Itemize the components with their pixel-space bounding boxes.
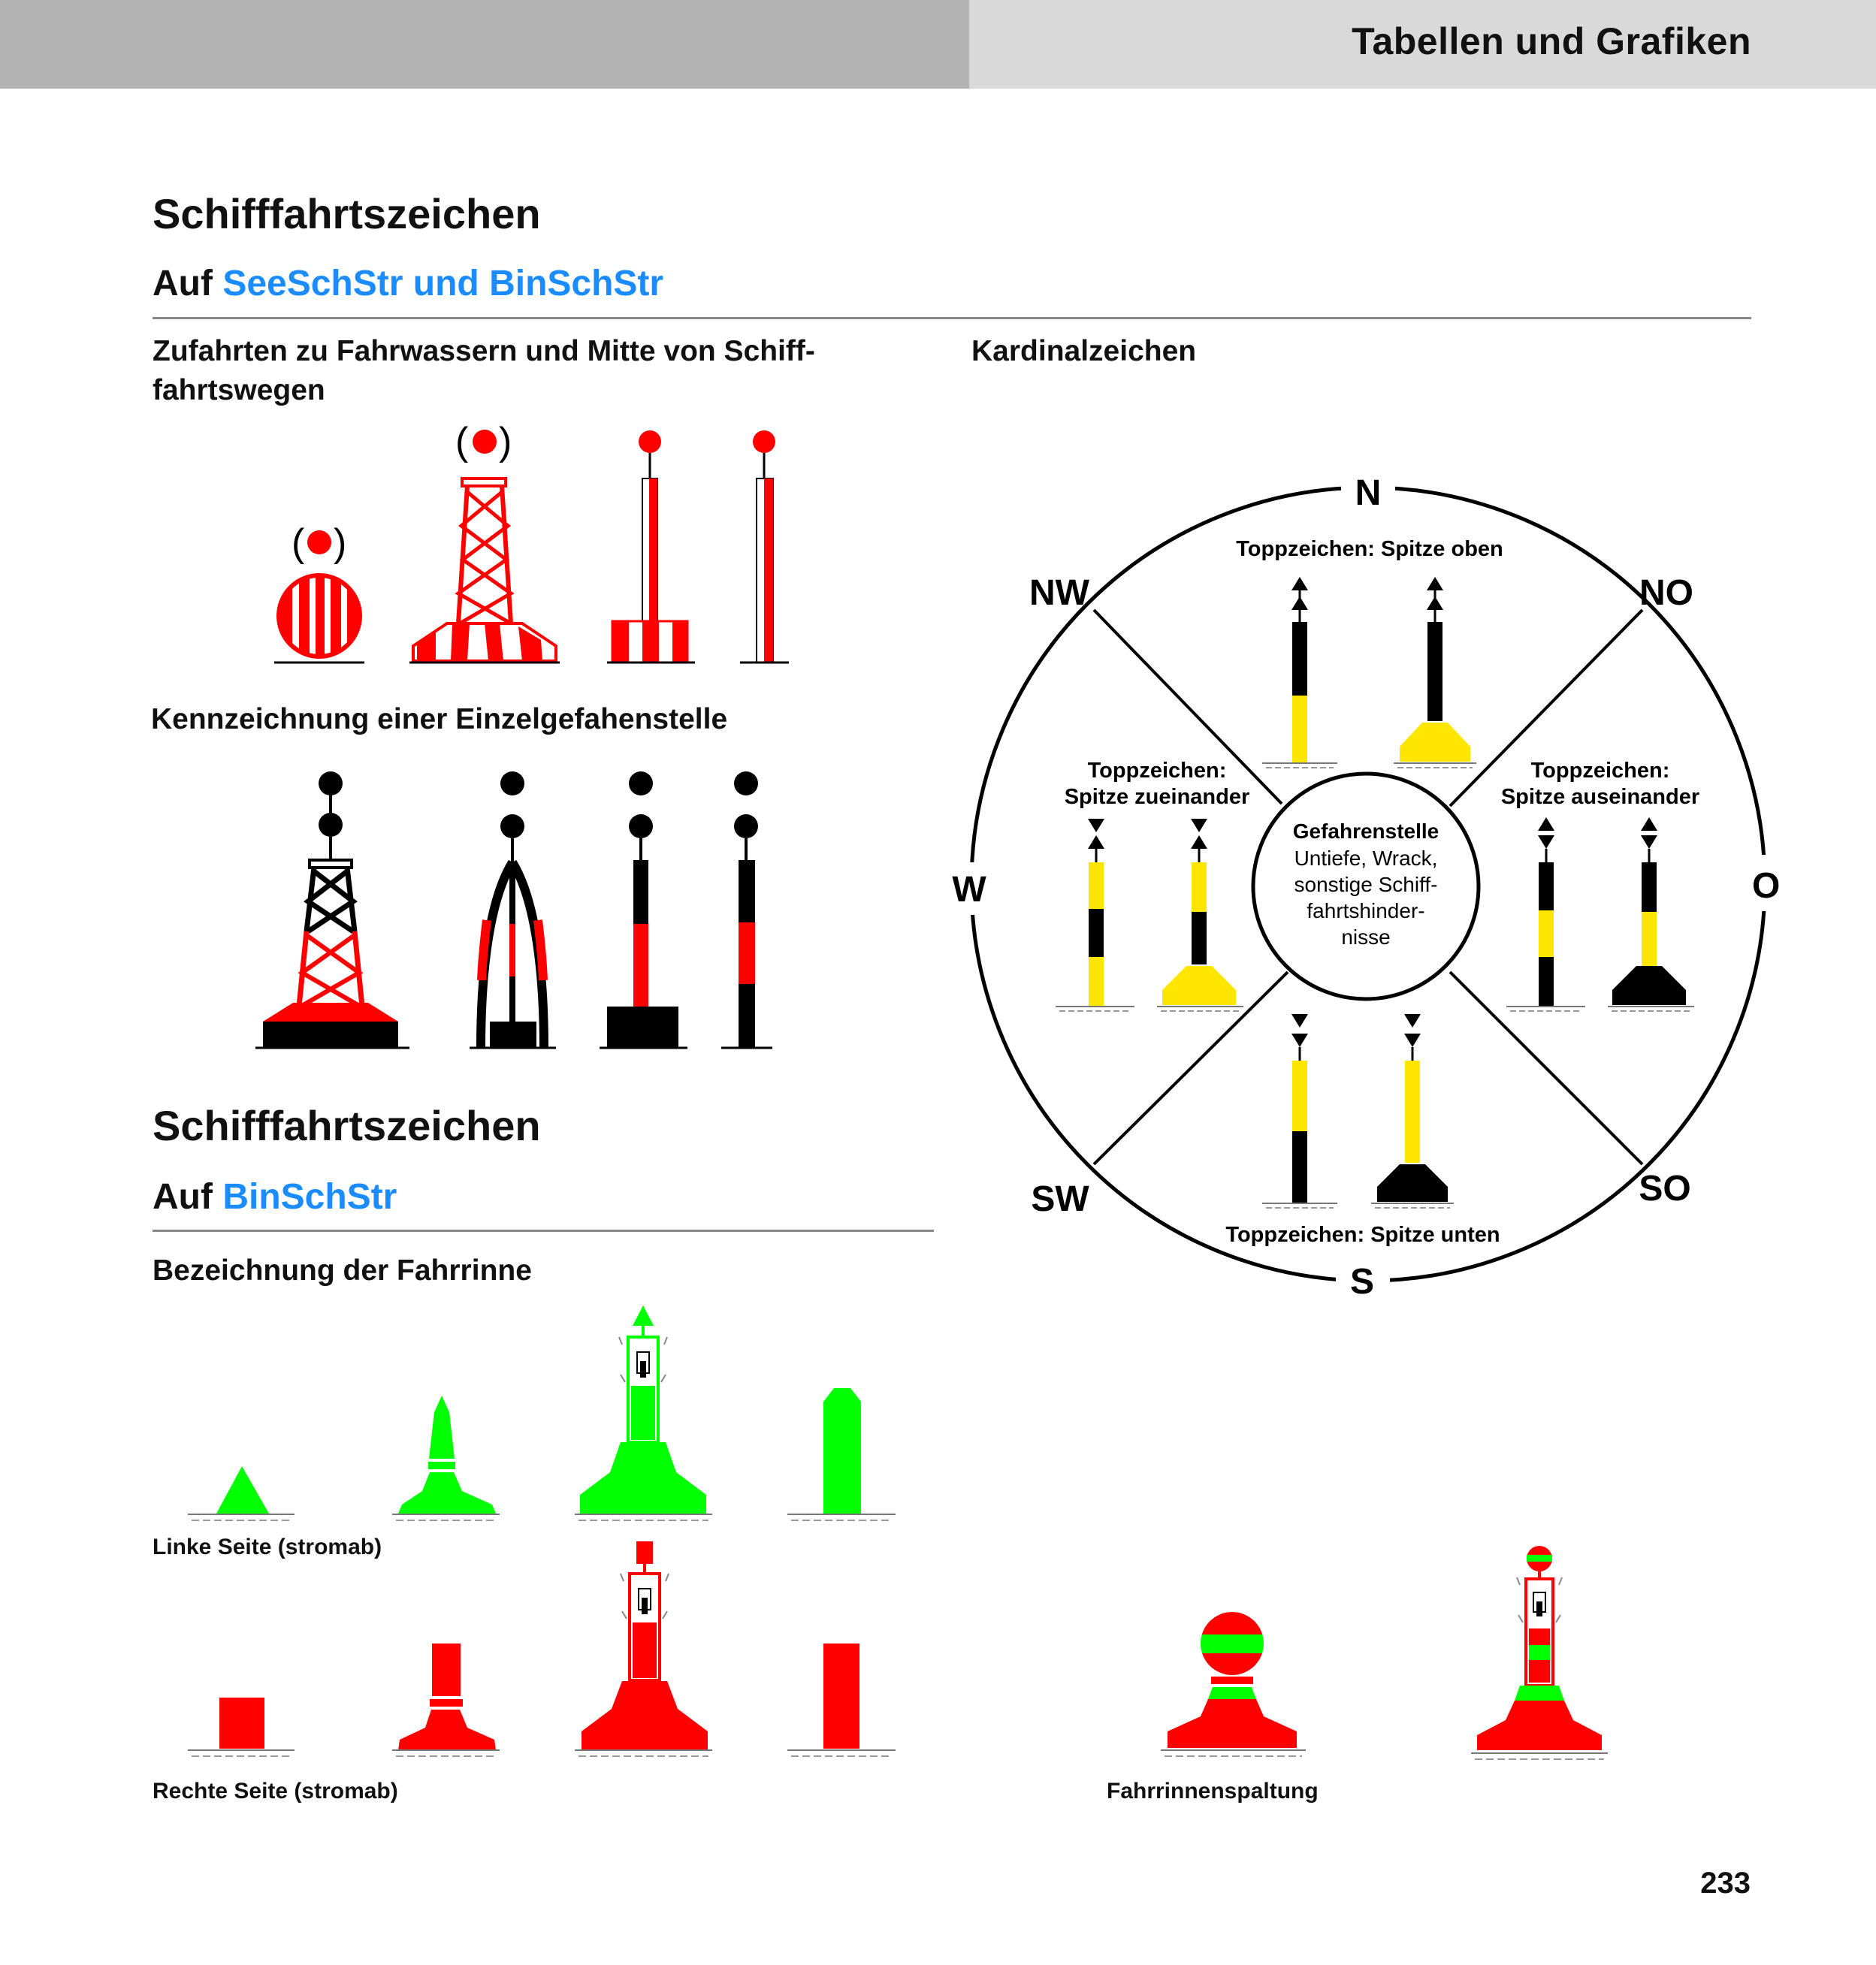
left-cone-buoy — [188, 1466, 295, 1520]
center-label-3: sonstige Schiff- — [1294, 873, 1438, 896]
split-caption: Fahrrinnenspaltung — [1107, 1779, 1319, 1804]
center-label-4: fahrtshinder- — [1307, 899, 1425, 922]
left-light-buoy — [575, 1305, 712, 1520]
cardinal-south-buoy — [1371, 1014, 1454, 1208]
cardinal-north-spar — [1262, 577, 1337, 768]
label-sw: SW — [1031, 1179, 1089, 1219]
danger-lattice-beacon — [255, 771, 409, 1048]
cardinal-east-spar — [1506, 817, 1585, 1011]
cardinal-east-buoy — [1608, 817, 1694, 1011]
right-can-buoy — [188, 1698, 295, 1756]
split-light-buoy — [1471, 1546, 1608, 1759]
cardinal-title: Kardinalzeichen — [971, 335, 1197, 367]
section1-title: Schifffahrtszeichen — [153, 190, 541, 237]
fairway-lattice-beacon — [409, 420, 560, 663]
label-top: Toppzeichen: Spitze oben — [1236, 537, 1503, 561]
section1-subtitle: Auf SeeSchStr und BinSchStr — [153, 264, 664, 303]
label-s: S — [1349, 1262, 1375, 1302]
label-so: SO — [1639, 1169, 1691, 1209]
cardinal-west-spar — [1056, 819, 1134, 1011]
label-east-1: Toppzeichen: — [1530, 759, 1670, 783]
svg-text:(: ( — [455, 420, 469, 463]
label-n: N — [1355, 473, 1382, 513]
center-label-5: nisse — [1341, 925, 1391, 949]
center-label-2: Untiefe, Wrack, — [1294, 847, 1438, 870]
label-w: W — [952, 870, 986, 910]
fairway-spar-buoy — [740, 430, 789, 663]
right-side-caption: Rechte Seite (stromab) — [153, 1779, 398, 1804]
label-west-2: Spitze zueinander — [1064, 785, 1250, 809]
right-light-buoy — [575, 1541, 712, 1756]
fahrrinne-title: Bezeichnung der Fahrrinne — [153, 1254, 532, 1287]
fairway-ball-buoy — [274, 521, 364, 663]
center-label-1: Gefahrenstelle — [1292, 820, 1439, 843]
page-number: 233 — [1700, 1867, 1751, 1900]
cardinal-north-buoy — [1394, 577, 1476, 768]
label-west-1: Toppzeichen: — [1087, 759, 1227, 783]
cardinal-south-spar — [1262, 1014, 1337, 1208]
left-side-caption: Linke Seite (stromab) — [153, 1535, 382, 1559]
svg-text:): ) — [334, 521, 347, 565]
header-title: Tabellen und Grafiken — [1352, 20, 1751, 62]
group2-title: Kennzeichnung einer Einzelgefahenstelle — [151, 703, 728, 735]
section2-title: Schifffahrtszeichen — [153, 1102, 541, 1149]
left-spar-buoy — [787, 1388, 896, 1520]
label-nw: NW — [1029, 573, 1089, 613]
danger-pillar-beacon — [600, 771, 687, 1048]
left-pointed-buoy — [392, 1396, 500, 1520]
danger-tripod-beacon — [470, 771, 556, 1048]
section2-subtitle: Auf BinSchStr — [153, 1177, 397, 1217]
label-o: O — [1752, 866, 1781, 906]
svg-text:(: ( — [292, 521, 305, 565]
label-east-2: Spitze auseinander — [1500, 785, 1700, 809]
fairway-pillar-beacon — [607, 430, 695, 663]
danger-spar-buoy — [721, 771, 772, 1048]
split-ball-buoy — [1161, 1610, 1306, 1756]
right-tower-buoy — [392, 1644, 500, 1756]
svg-text:): ) — [499, 420, 512, 463]
label-no: NO — [1639, 573, 1693, 613]
label-bottom: Toppzeichen: Spitze unten — [1225, 1223, 1500, 1247]
group1-title: Zufahrten zu Fahrwassern und Mitte von Schiff- fahrtswegen — [153, 335, 815, 406]
right-spar-buoy — [787, 1644, 896, 1756]
cardinal-west-buoy — [1157, 819, 1243, 1011]
